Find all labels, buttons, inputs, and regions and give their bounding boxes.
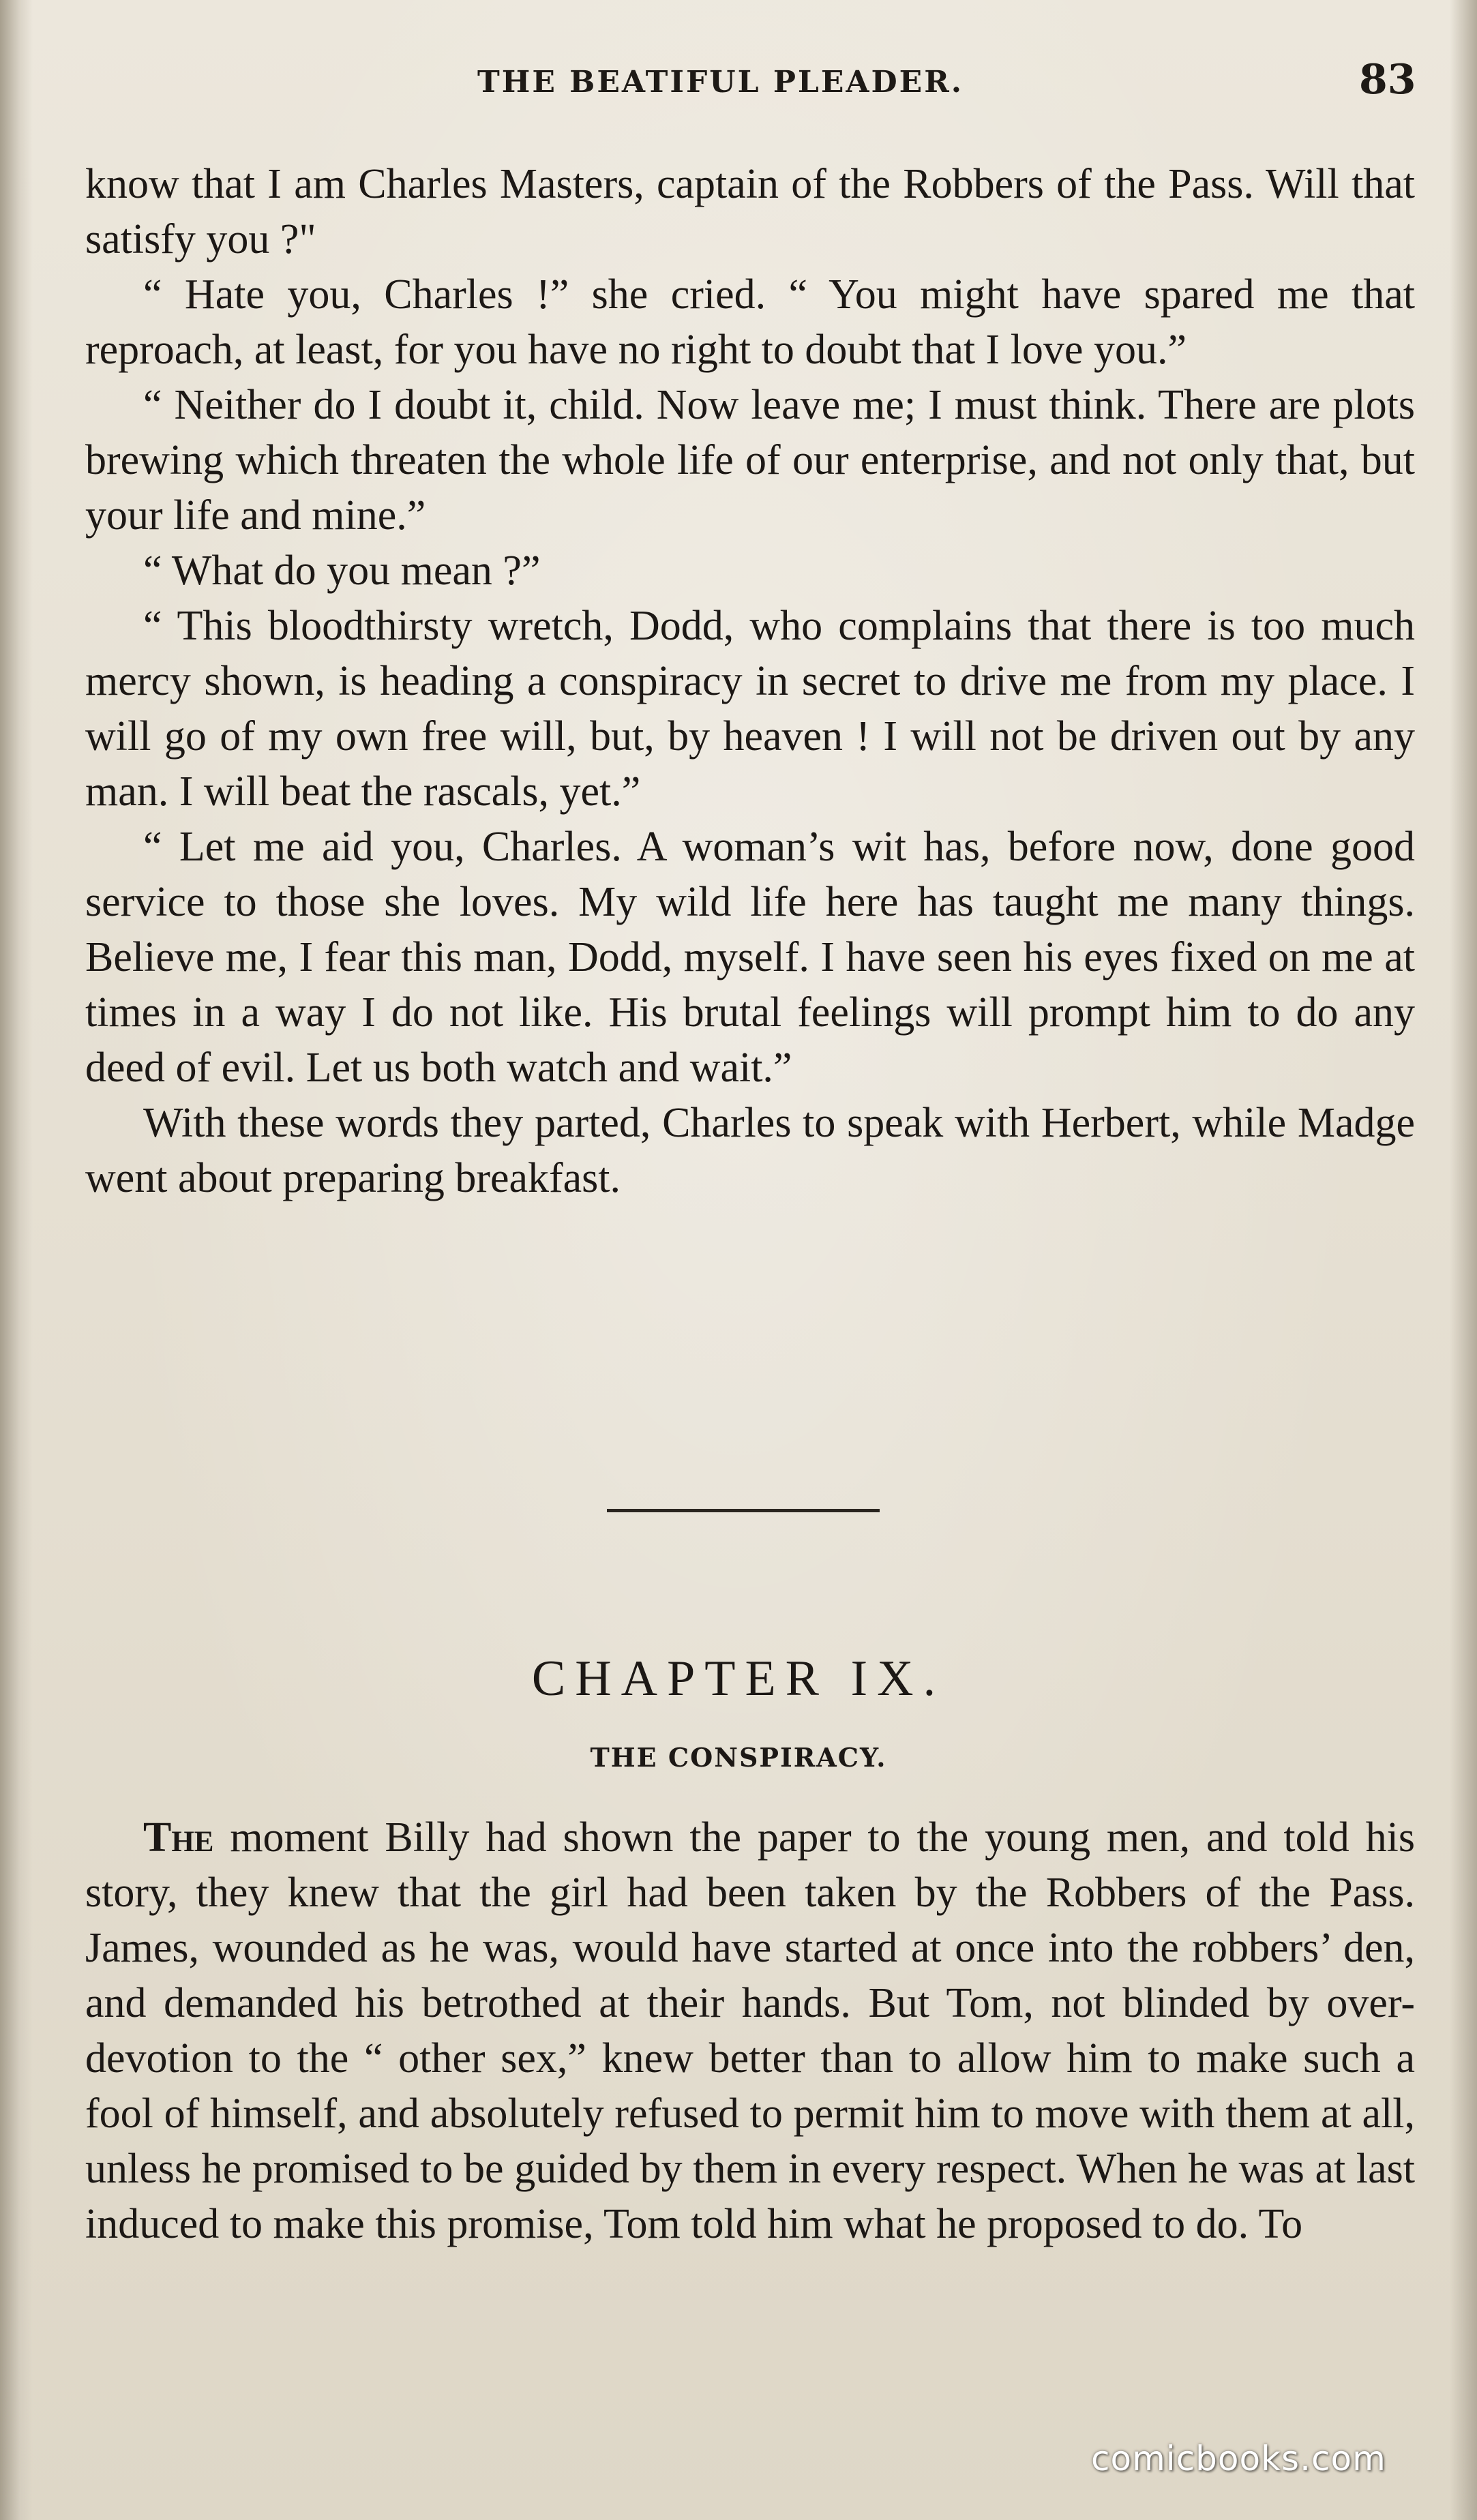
running-title: THE BEATIFUL PLEADER. [477, 65, 964, 100]
bottom-text-block [85, 1810, 1415, 2252]
paragraph: “ Hate you, Charles !” she cried. “ You might have spared me that reproach, at least, for you have no right to doubt that I love you.” [85, 271, 1415, 373]
lead-word: The [143, 1814, 214, 1861]
paragraph [85, 1810, 1415, 2252]
paragraph: “ This bloodthirsty wretch, Dodd, who complains that there is too much mercy shown, is heading a conspiracy in secret to drive me from my place. I will go of my own free will, but, by heaven ! I will not be driven out by any man. I will beat the rascals, yet.” [85, 603, 1415, 815]
chapter-subtitle: THE CONSPIRACY. [590, 1742, 887, 1773]
page-number: 83 [1359, 56, 1416, 104]
paragraph: “ Let me aid you, Charles. A woman’s wit has, before now, done good service to those she loves. My wild life here has taught me many things. Believe me, I fear this man, Dodd, myself. I have seen his eyes fixed on me at times in a way I do not like. His brutal feelings will prompt him to do any deed of evil. Let us both watch and wait.” [85, 824, 1415, 1091]
section-divider-rule [607, 1509, 880, 1512]
page-right-shadow [1450, 0, 1477, 2520]
watermark: comicbooks.com [1091, 2439, 1386, 2478]
paragraph: “ What do you mean ?” [143, 548, 541, 594]
top-text-block [85, 157, 1415, 1206]
paragraph: With these words they parted, Charles to speak with Herbert, while Madge went about preparing breakfast. [85, 1100, 1415, 1201]
paragraph: know that I am Charles Masters, captain of the Robbers of the Pass. Will that satisfy you ?" [85, 161, 1415, 262]
page-left-shadow [0, 0, 33, 2520]
paragraph: “ Neither do I doubt it, child. Now leave me; I must think. There are plots brewing which threaten the whole life of our enterprise, and not only that, but your life and mine.” [85, 382, 1415, 539]
chapter-title: CHAPTER IX. [531, 1651, 946, 1707]
paragraph-body: moment Billy had shown the paper to the young men, and told his story, they knew that the girl had been taken by the Robbers of the Pass. James, wounded as he was, would have started at once into the robbers’ den, and demanded his betrothed at their hands. But Tom, not blinded by over-devotion to the “ other sex,” knew better than to allow him to make such a fool of himself, and absolutely refused to permit him to move with them at all, unless he promised to be guided by them in every respect. When he was at last induced to make this promise, Tom told him what he proposed to do. To [85, 1814, 1415, 2247]
